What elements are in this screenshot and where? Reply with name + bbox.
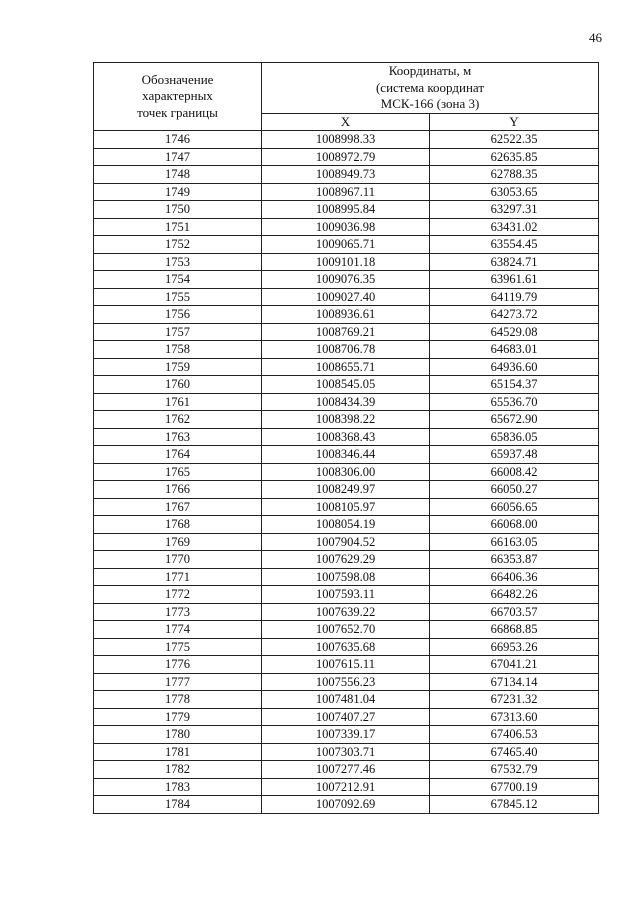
table-row — [94, 568, 599, 586]
y-cell: 63431.02 — [430, 218, 599, 236]
y-cell: 64273.72 — [430, 306, 599, 324]
y-cell: 65937.48 — [430, 446, 599, 464]
point-cell: 1759 — [94, 358, 262, 376]
x-cell: 1008998.33 — [262, 131, 430, 149]
y-cell: 63554.45 — [430, 236, 599, 254]
y-cell: 64936.60 — [430, 358, 599, 376]
x-cell: 1007481.04 — [262, 691, 430, 709]
y-cell: 66353.87 — [430, 551, 599, 569]
x-cell: 1008545.05 — [262, 376, 430, 394]
table-row — [94, 463, 599, 481]
x-cell: 1008706.78 — [262, 341, 430, 359]
table-row — [94, 411, 599, 429]
point-cell: 1783 — [94, 778, 262, 796]
table-row — [94, 708, 599, 726]
y-cell: 66050.27 — [430, 481, 599, 499]
table-row — [94, 691, 599, 709]
point-cell: 1772 — [94, 586, 262, 604]
point-cell: 1760 — [94, 376, 262, 394]
point-label-header-line: Обозначение — [141, 71, 214, 87]
table-row — [94, 533, 599, 551]
point-cell: 1746 — [94, 131, 262, 149]
table-row — [94, 253, 599, 271]
x-cell: 1007303.71 — [262, 743, 430, 761]
x-cell: 1007092.69 — [262, 796, 430, 814]
page-number: 46 — [589, 30, 602, 45]
x-cell: 1008769.21 — [262, 323, 430, 341]
y-cell: 67845.12 — [430, 796, 599, 814]
point-cell: 1779 — [94, 708, 262, 726]
point-cell: 1755 — [94, 288, 262, 306]
table-row — [94, 481, 599, 499]
y-cell: 62522.35 — [430, 131, 599, 149]
y-cell: 62635.85 — [430, 148, 599, 166]
point-cell: 1778 — [94, 691, 262, 709]
y-cell: 66953.26 — [430, 638, 599, 656]
y-cell: 67532.79 — [430, 761, 599, 779]
x-cell: 1007629.29 — [262, 551, 430, 569]
table-row — [94, 656, 599, 674]
point-cell: 1750 — [94, 201, 262, 219]
table-row — [94, 673, 599, 691]
point-cell: 1757 — [94, 323, 262, 341]
y-cell: 67041.21 — [430, 656, 599, 674]
table-row — [94, 498, 599, 516]
table-row — [94, 218, 599, 236]
y-cell: 67313.60 — [430, 708, 599, 726]
point-cell: 1763 — [94, 428, 262, 446]
table-row — [94, 183, 599, 201]
x-column-header: X — [262, 113, 430, 131]
point-cell: 1747 — [94, 148, 262, 166]
x-cell: 1009065.71 — [262, 236, 430, 254]
point-cell: 1766 — [94, 481, 262, 499]
point-cell: 1768 — [94, 516, 262, 534]
y-cell: 64119.79 — [430, 288, 599, 306]
point-cell: 1777 — [94, 673, 262, 691]
coordinates-header-line: Координаты, м — [388, 63, 472, 78]
point-label-header-line: точек границы — [137, 104, 218, 120]
point-cell: 1770 — [94, 551, 262, 569]
table-row — [94, 726, 599, 744]
table-row — [94, 428, 599, 446]
y-cell: 67134.14 — [430, 673, 599, 691]
y-cell: 67700.19 — [430, 778, 599, 796]
y-cell: 65672.90 — [430, 411, 599, 429]
table-body — [94, 131, 599, 814]
table-row — [94, 323, 599, 341]
x-cell: 1009036.98 — [262, 218, 430, 236]
y-cell: 63824.71 — [430, 253, 599, 271]
x-cell: 1007652.70 — [262, 621, 430, 639]
x-cell: 1007904.52 — [262, 533, 430, 551]
table-row — [94, 551, 599, 569]
table-row — [94, 271, 599, 289]
y-cell: 67406.53 — [430, 726, 599, 744]
table-row — [94, 586, 599, 604]
table-row — [94, 796, 599, 814]
point-label-header — [94, 63, 262, 131]
x-cell: 1007615.11 — [262, 656, 430, 674]
x-cell: 1007639.22 — [262, 603, 430, 621]
y-cell: 66008.42 — [430, 463, 599, 481]
y-cell: 65836.05 — [430, 428, 599, 446]
y-cell: 66163.05 — [430, 533, 599, 551]
y-cell: 64529.08 — [430, 323, 599, 341]
x-cell: 1007212.91 — [262, 778, 430, 796]
table-row — [94, 603, 599, 621]
point-cell: 1776 — [94, 656, 262, 674]
x-cell: 1007277.46 — [262, 761, 430, 779]
x-cell: 1008434.39 — [262, 393, 430, 411]
y-cell: 66406.36 — [430, 568, 599, 586]
y-cell: 66482.26 — [430, 586, 599, 604]
x-cell: 1007407.27 — [262, 708, 430, 726]
table-row — [94, 341, 599, 359]
x-cell: 1008105.97 — [262, 498, 430, 516]
x-cell: 1008054.19 — [262, 516, 430, 534]
x-cell: 1007598.08 — [262, 568, 430, 586]
y-cell: 67465.40 — [430, 743, 599, 761]
coordinates-header-line: (система координат — [375, 79, 485, 95]
y-cell: 63297.31 — [430, 201, 599, 219]
point-cell: 1774 — [94, 621, 262, 639]
point-cell: 1764 — [94, 446, 262, 464]
point-cell: 1780 — [94, 726, 262, 744]
point-cell: 1749 — [94, 183, 262, 201]
table-row — [94, 131, 599, 149]
x-cell: 1008967.11 — [262, 183, 430, 201]
point-cell: 1784 — [94, 796, 262, 814]
point-cell: 1769 — [94, 533, 262, 551]
table-row — [94, 236, 599, 254]
table-row — [94, 638, 599, 656]
table-row — [94, 446, 599, 464]
table-row — [94, 376, 599, 394]
point-cell: 1782 — [94, 761, 262, 779]
y-cell: 66868.85 — [430, 621, 599, 639]
table-row — [94, 148, 599, 166]
y-cell: 66068.00 — [430, 516, 599, 534]
table-row — [94, 516, 599, 534]
x-cell: 1008306.00 — [262, 463, 430, 481]
table-row — [94, 778, 599, 796]
point-cell: 1767 — [94, 498, 262, 516]
table-row — [94, 306, 599, 324]
table-row — [94, 621, 599, 639]
x-cell: 1007635.68 — [262, 638, 430, 656]
table-row — [94, 166, 599, 184]
x-cell: 1009027.40 — [262, 288, 430, 306]
point-cell: 1762 — [94, 411, 262, 429]
coordinates-table — [93, 62, 599, 814]
point-cell: 1765 — [94, 463, 262, 481]
x-cell: 1008655.71 — [262, 358, 430, 376]
x-cell: 1009076.35 — [262, 271, 430, 289]
y-cell: 66703.57 — [430, 603, 599, 621]
x-cell: 1008972.79 — [262, 148, 430, 166]
point-cell: 1756 — [94, 306, 262, 324]
table-row — [94, 201, 599, 219]
point-cell: 1758 — [94, 341, 262, 359]
table-row — [94, 358, 599, 376]
point-cell: 1781 — [94, 743, 262, 761]
point-cell: 1773 — [94, 603, 262, 621]
point-cell: 1752 — [94, 236, 262, 254]
x-cell: 1008249.97 — [262, 481, 430, 499]
point-label-header-line: характерных — [142, 88, 213, 104]
coordinates-header — [262, 63, 599, 114]
table-row — [94, 761, 599, 779]
point-cell: 1761 — [94, 393, 262, 411]
table-header — [94, 63, 599, 131]
coordinates-header-line: МСК-166 (зона 3) — [380, 96, 480, 111]
x-cell: 1008398.22 — [262, 411, 430, 429]
point-cell: 1753 — [94, 253, 262, 271]
x-cell: 1007339.17 — [262, 726, 430, 744]
y-cell: 62788.35 — [430, 166, 599, 184]
table-row — [94, 743, 599, 761]
point-cell: 1748 — [94, 166, 262, 184]
y-cell: 63053.65 — [430, 183, 599, 201]
point-cell: 1775 — [94, 638, 262, 656]
x-cell: 1008949.73 — [262, 166, 430, 184]
point-cell: 1751 — [94, 218, 262, 236]
x-cell: 1008995.84 — [262, 201, 430, 219]
x-cell: 1009101.18 — [262, 253, 430, 271]
table-row — [94, 393, 599, 411]
x-cell: 1008936.61 — [262, 306, 430, 324]
x-cell: 1007556.23 — [262, 673, 430, 691]
y-column-header: Y — [430, 113, 599, 131]
y-cell: 66056.65 — [430, 498, 599, 516]
y-cell: 63961.61 — [430, 271, 599, 289]
y-cell: 65154.37 — [430, 376, 599, 394]
point-cell: 1754 — [94, 271, 262, 289]
x-cell: 1008346.44 — [262, 446, 430, 464]
y-cell: 67231.32 — [430, 691, 599, 709]
table-row — [94, 288, 599, 306]
y-cell: 64683.01 — [430, 341, 599, 359]
x-cell: 1008368.43 — [262, 428, 430, 446]
point-cell: 1771 — [94, 568, 262, 586]
y-cell: 65536.70 — [430, 393, 599, 411]
x-cell: 1007593.11 — [262, 586, 430, 604]
